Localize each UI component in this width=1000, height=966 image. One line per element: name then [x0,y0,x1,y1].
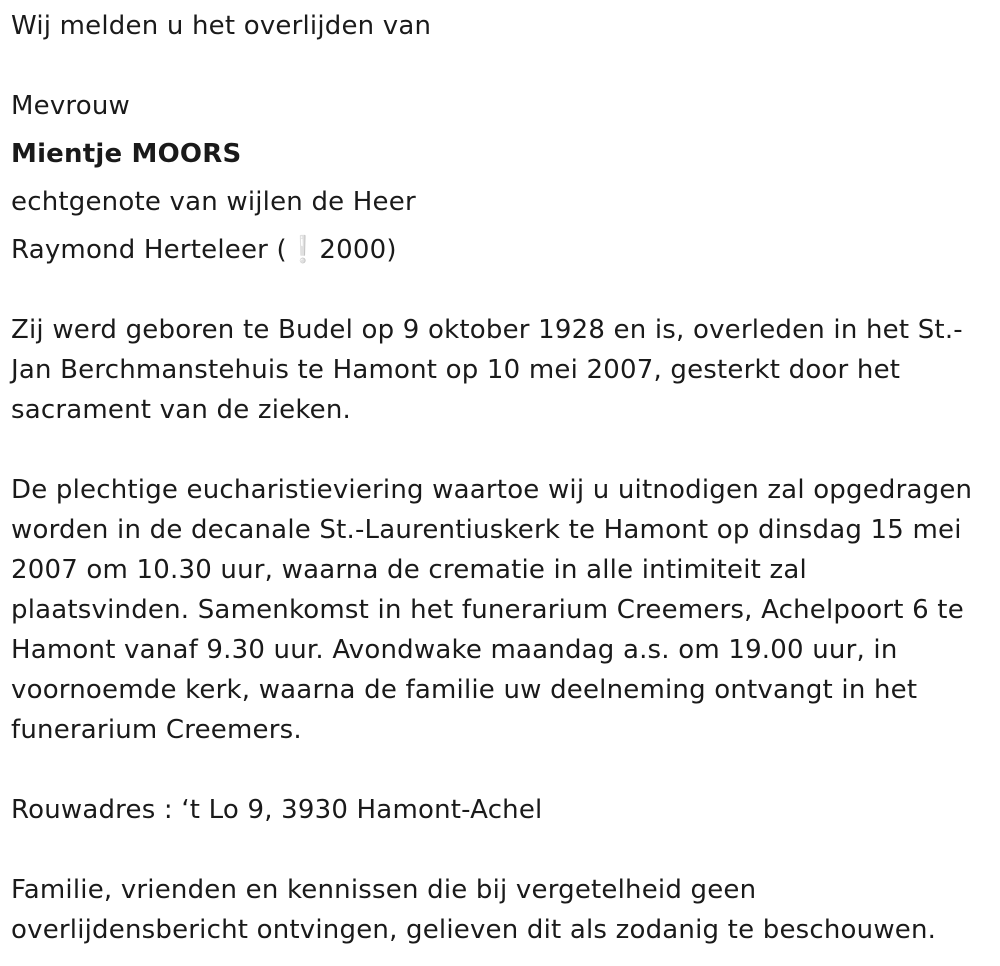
birth-death-paragraph: Zij werd geboren te Budel op 9 oktober 1928 en is, overleden in het St.-Jan Berchmanstehuis te Hamont op 10 mei 2007, gesterkt door het sacrament van de zieken. [11,315,963,425]
salutation: Mevrouw [11,91,130,121]
spouse-line-1: echtgenote van wijlen de Heer [11,187,416,217]
mourning-address: Rouwadres : ‘t Lo 9, 3930 Hamont-Achel [11,795,543,825]
family-note-paragraph: Familie, vrienden en kennissen die bij vergetelheid geen overlijdensbericht ontvingen, gelieven dit als zodanig te beschouwen. [11,875,937,945]
spouse-line-2: Raymond Herteleer (❕2000) [11,235,397,265]
service-paragraph: De plechtige eucharistieviering waartoe wij u uitnodigen zal opgedragen worden in de decanale St.-Laurentiuskerk te Hamont op dinsdag 15 mei 2007 om 10.30 uur, waarna de crematie in alle intimiteit zal plaatsvinden. Samenkomst in het funerarium Creemers, Achelpoort 6 te Hamont vanaf 9.30 uur. Avondwake maandag a.s. om 19.00 uur, in voornoemde kerk, waarna de familie uw deelneming ontvangt in het funerarium Creemers. [11,475,973,745]
deceased-name: Mientje MOORS [11,139,242,169]
intro-text: Wij melden u het overlijden van [11,11,432,41]
